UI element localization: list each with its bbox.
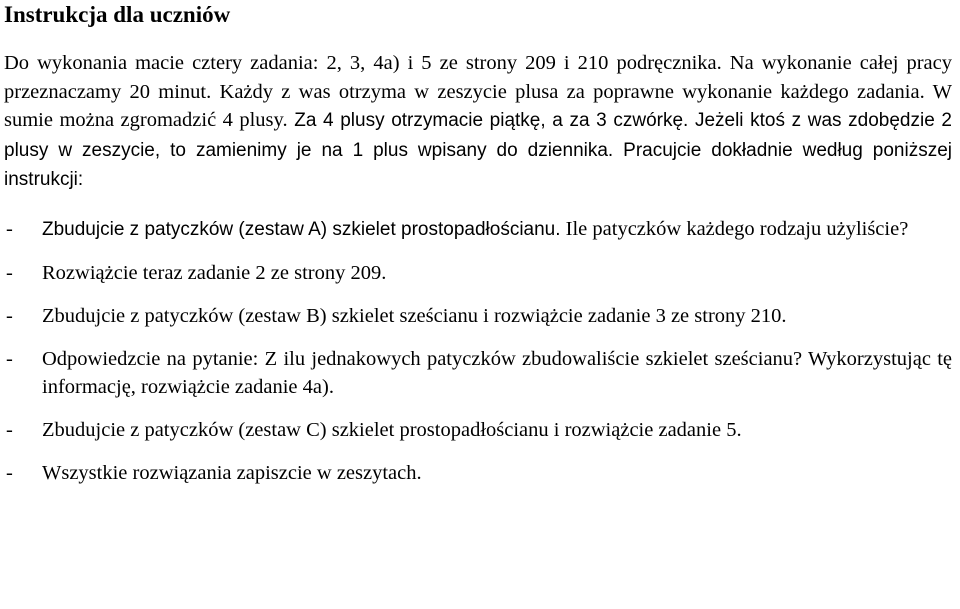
dash-bullet: - <box>6 419 13 441</box>
dash-bullet: - <box>6 218 13 240</box>
dash-bullet: - <box>6 262 13 284</box>
list-item-text: Wszystkie rozwiązania zapiszcie w zeszytach. <box>42 462 422 484</box>
list-item <box>4 416 952 444</box>
list-item-text: Zbudujcie z patyczków (zestaw B) szkielet sześcianu i rozwiążcie zadanie 3 ze strony 210. <box>42 305 787 327</box>
list-item-text: Zbudujcie z patyczków (zestaw C) szkielet prostopadłościanu i rozwiążcie zadanie 5. <box>42 419 742 441</box>
dash-bullet: - <box>6 305 13 327</box>
document-title: Instrukcja dla uczniów <box>4 2 231 27</box>
list-item <box>4 259 952 287</box>
list-item-text: Ile patyczków każdego rodzaju użyliście? <box>560 218 909 240</box>
dash-bullet: - <box>6 462 13 484</box>
intro-paragraph <box>4 49 952 195</box>
list-item <box>4 345 952 401</box>
list-item <box>4 459 952 487</box>
intro-text-serif: Do wykonania macie cztery zadania: 2, 3, 4a) i 5 ze strony 209 i 210 podręcznika. Na wykonanie całej pracy przeznaczamy 20 minut. Każdy z was otrzyma w zeszycie plusa za poprawne wykonanie każdego zadania. W sumie można zgromadzić 4 plusy. <box>4 52 952 131</box>
dash-bullet: - <box>6 348 13 370</box>
list-item-text: Rozwiążcie teraz zadanie 2 ze strony 209. <box>42 262 387 284</box>
list-item-text: Odpowiedzcie na pytanie: Z ilu jednakowych patyczków zbudowaliście szkielet sześcianu? Wykorzystując tę informację, rozwiążcie zadanie 4a). <box>42 348 952 398</box>
list-item-text: Zbudujcie z patyczków (zestaw A) szkielet prostopadłościanu. <box>42 219 561 240</box>
document-page <box>4 0 952 502</box>
instruction-list <box>4 215 952 487</box>
list-item <box>4 302 952 330</box>
intro-text-sans: Za 4 plusy otrzymacie piątkę, a za 3 czwórkę. Jeżeli ktoś z was zdobędzie 2 plusy w zeszycie, to zamienimy je na 1 plus wpisany do dziennika. Pracujcie dokładnie według poniższej instrukcji: <box>4 110 952 190</box>
list-item <box>4 215 952 244</box>
